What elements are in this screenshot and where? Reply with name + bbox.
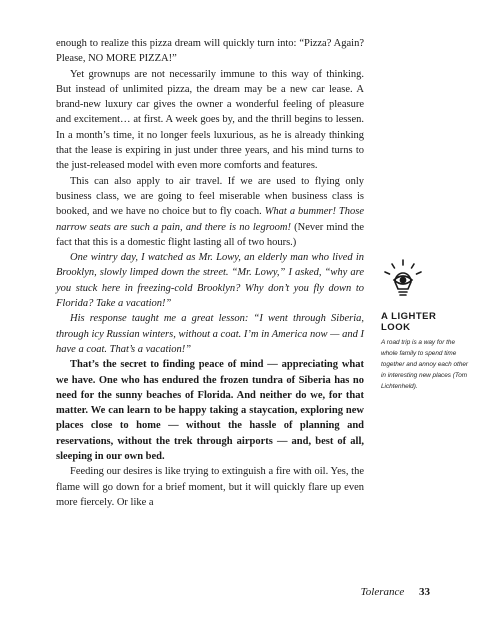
main-text-column (56, 36, 364, 510)
sidebar-lighter-look (381, 258, 471, 392)
sidebar-heading-line1: A LIGHTER (381, 311, 437, 322)
air-travel-text-a: This can also apply to air travel. If we are used to flying only business class, we are going to feel miserable when business class is booked, and we have no choice but to fly coach. (56, 175, 364, 218)
sidebar-quote: A road trip is a way for the whole family to spend time together and annoy each other in interesting new places (Tom Lichtenheld). (381, 339, 469, 390)
paragraph-mr-lowy (56, 250, 364, 311)
page-number: 33 (419, 586, 430, 598)
mr-lowy-italic: One wintry day, I watched as Mr. Lowy, an elderly man who lived in Brooklyn, slowly limped down the street. “Mr. Lowy,” I asked, “why are you stuck here in freezing-cold Brooklyn? Why don’t you fly down to Florida? Take a vacation!” (56, 252, 364, 310)
sidebar-heading (381, 311, 471, 333)
paragraph-air-travel (56, 174, 364, 250)
air-travel-italic: What a bummer! Those narrow seats are such a pain, and there is no legroom! (56, 206, 364, 233)
section-title: Tolerance (360, 586, 405, 598)
page-footer (0, 586, 430, 598)
paragraph-feeding-desires: Feeding our desires is like trying to extinguish a fire with oil. Yes, the flame will go down for a brief moment, but it will quickly flare up even more fiercely. Or like a (56, 466, 364, 508)
paragraph-response (56, 311, 364, 357)
response-italic: His response taught me a great lesson: “I went through Siberia, through icy Russian winters, without a coat. I’m in America now — and I have a coat. That’s a vacation!” (56, 313, 364, 355)
paragraph-continuation: enough to realize this pizza dream will quickly turn into: “Pizza? Again? Please, NO MORE PIZZA!” (56, 38, 364, 65)
sidebar-heading-line2: LOOK (381, 322, 411, 333)
paragraph-secret: That’s the secret to finding peace of mind — appreciating what we have. One who has endured the frozen tundra of Siberia has no need for the sunny beaches of Florida. And neither do we, for that matter. We can learn to be happy taking a staycation, exploring new places close to home — without the hassle of planning and reservations, without the trek through airports — and, best of all, sleeping in our own bed. (56, 359, 364, 463)
air-travel-text-b: (Never mind the fact that this is a domestic flight lasting all of two hours.) (56, 221, 364, 248)
paragraph-grownups: Yet grownups are not necessarily immune to this way of thinking. But instead of unlimited pizza, the dream may be a new car lease. A brand-new luxury car gives the owner a wonderful feeling of pleasure and excitement… at first. A week goes by, and the thrill begins to lessen. In a month’s time, it no longer feels luxurious, as he is already thinking that the lease is expiring in just under three years, and his mind turns to the just-released model with even more comforts and features. (56, 68, 364, 172)
lightbulb-eye-icon (381, 258, 425, 302)
